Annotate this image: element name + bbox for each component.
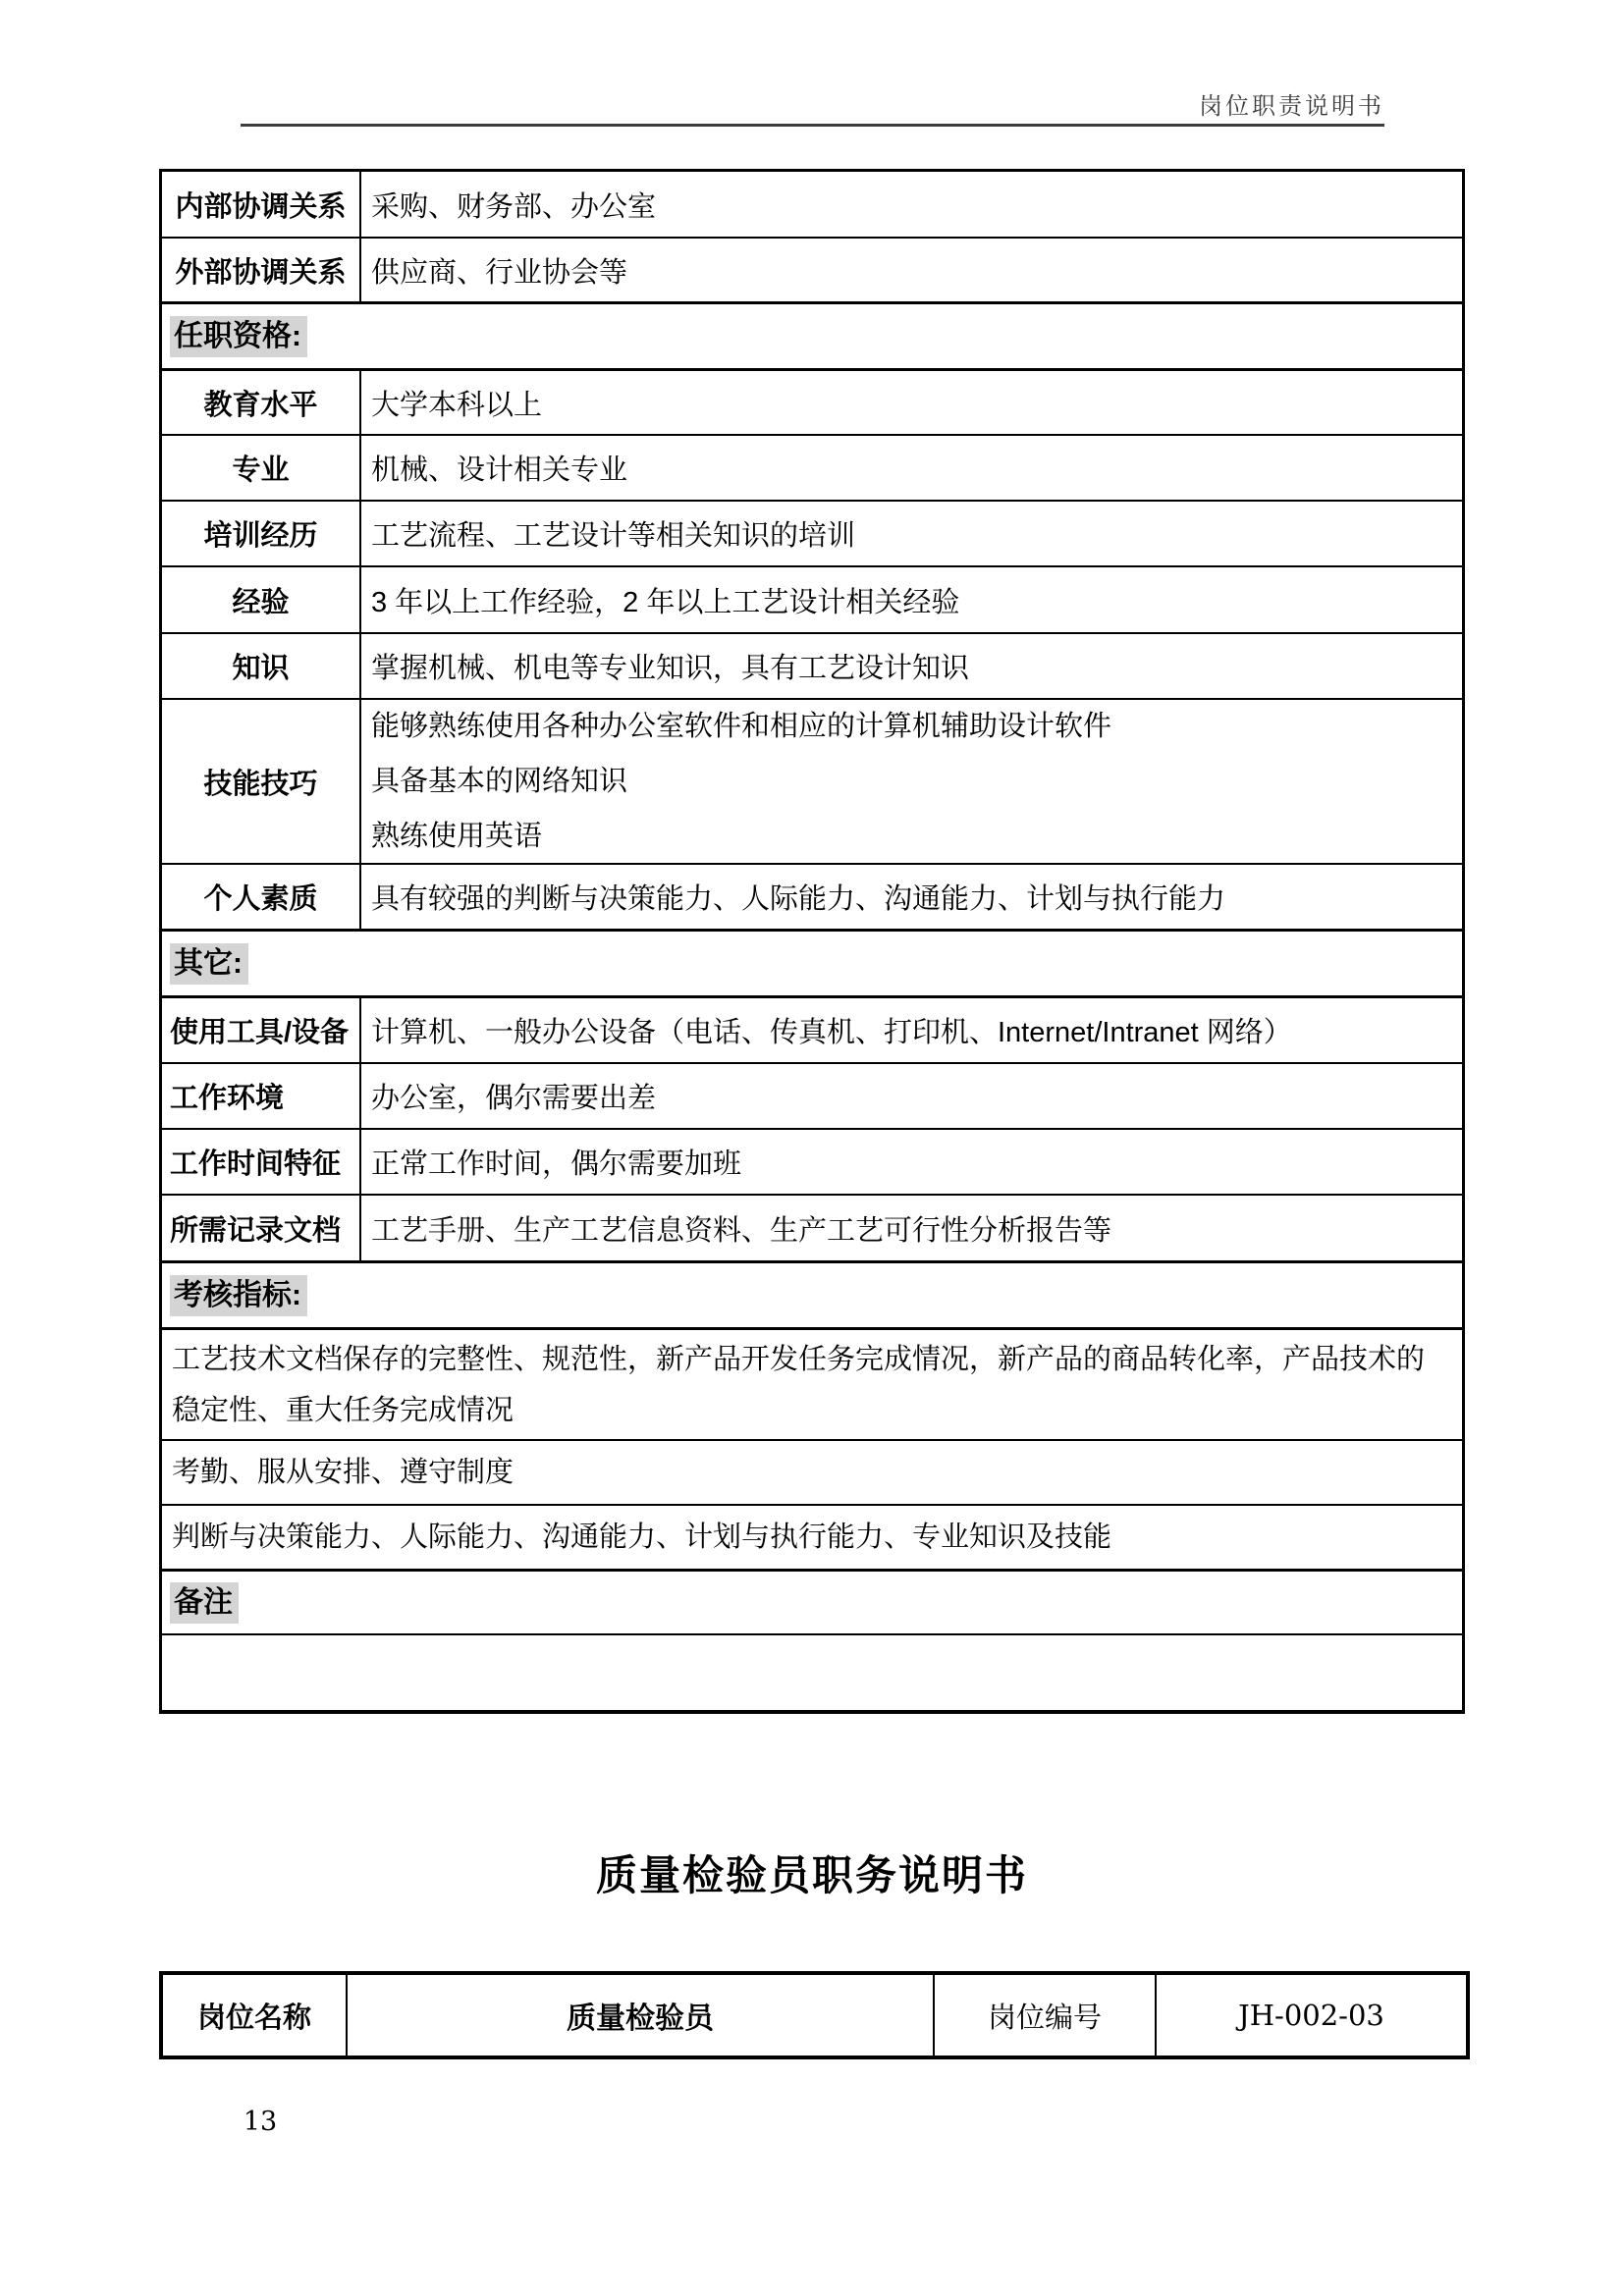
position-name-value: 质量检验员: [346, 1975, 933, 2056]
row-content: 工艺技术文档保存的完整性、规范性，新产品开发任务完成情况，新产品的商品转化率，产品技术的稳定性、重大任务完成情况: [172, 1343, 1426, 1426]
table-row: [162, 698, 1462, 863]
position-code-value: JH-002-03: [1155, 1975, 1466, 2056]
empty-row: [162, 1633, 1462, 1710]
section-header-row: [162, 301, 1462, 368]
row-label: 专业: [162, 436, 361, 500]
row-content: 供应商、行业协会等: [371, 256, 628, 289]
row-label: 使用工具/设备: [162, 998, 361, 1062]
table-row: [162, 1327, 1462, 1439]
row-content: 计算机、一般办公设备（电话、传真机、打印机、Internet/Intranet 网络）: [371, 1017, 1292, 1048]
row-content: 工艺手册、生产工艺信息资料、生产工艺可行性分析报告等: [371, 1214, 1112, 1247]
header-rule: [241, 124, 1384, 127]
row-content: 办公室，偶尔需要出差: [371, 1083, 657, 1114]
table-row: [162, 1128, 1462, 1194]
section-header-row: [162, 929, 1462, 995]
row-content: 判断与决策能力、人际能力、沟通能力、计划与执行能力、专业知识及技能: [172, 1522, 1112, 1553]
table-row: [162, 434, 1462, 500]
table-row: [162, 995, 1462, 1062]
running-header-title: 岗位职责说明书: [1199, 92, 1384, 120]
row-label: 工作环境: [162, 1064, 361, 1128]
row-content: 考勤、服从安排、遵守制度: [172, 1457, 514, 1488]
row-label: 个人素质: [162, 865, 361, 929]
page-title: 质量检验员职务说明书: [595, 1851, 1028, 1899]
table-row: [162, 863, 1462, 929]
table-row: [162, 368, 1462, 434]
row-content: 正常工作时间，偶尔需要加班: [371, 1148, 742, 1180]
job-description-table: [159, 169, 1465, 1714]
row-label: 知识: [162, 634, 361, 698]
content-line: 熟练使用英语: [371, 821, 543, 852]
table-row: [162, 237, 1462, 301]
table-row: [162, 1439, 1462, 1504]
row-label: 教育水平: [162, 371, 361, 434]
content-line: 具备基本的网络知识: [371, 766, 628, 797]
row-label: 技能技巧: [162, 700, 361, 863]
section-header-row: [162, 1260, 1462, 1327]
position-name-label: 岗位名称: [196, 2002, 311, 2034]
row-label: 培训经历: [162, 502, 361, 565]
table-row: [162, 172, 1462, 237]
table-row: [162, 632, 1462, 698]
section-header: 任职资格:: [170, 316, 307, 357]
row-content: 机械、设计相关专业: [371, 454, 628, 486]
section-header: 备注: [170, 1582, 239, 1624]
row-content: [361, 700, 1462, 863]
row-label: 经验: [162, 567, 361, 632]
row-content: 掌握机械、机电等专业知识，具有工艺设计知识: [371, 653, 970, 684]
row-content: 工艺流程、工艺设计等相关知识的培训: [371, 520, 856, 552]
section-header: 其它:: [170, 943, 248, 985]
section-header-row: [162, 1569, 1462, 1633]
section-header: 考核指标:: [170, 1275, 307, 1316]
row-content: 具有较强的判断与决策能力、人际能力、沟通能力、计划与执行能力: [371, 883, 1226, 915]
row-content: 大学本科以上: [371, 389, 543, 421]
row-content: 3 年以上工作经验，2 年以上工艺设计相关经验: [371, 586, 960, 618]
table-row: [162, 1062, 1462, 1128]
position-code-label: 岗位编号: [933, 1975, 1155, 2056]
content-line: 能够熟练使用各种办公室软件和相应的计算机辅助设计软件: [371, 711, 1112, 742]
table-row: [162, 565, 1462, 632]
row-label: 所需记录文档: [162, 1196, 361, 1260]
row-label: 工作时间特征: [162, 1130, 361, 1194]
row-label: 内部协调关系: [162, 172, 361, 237]
position-header-table: [159, 1971, 1470, 2059]
table-row: [162, 1194, 1462, 1260]
row-content: 采购、财务部、办公室: [371, 190, 657, 223]
page-number: 13: [243, 2107, 278, 2137]
table-row: [162, 500, 1462, 565]
row-label: 外部协调关系: [162, 239, 361, 301]
table-row: [162, 1504, 1462, 1569]
